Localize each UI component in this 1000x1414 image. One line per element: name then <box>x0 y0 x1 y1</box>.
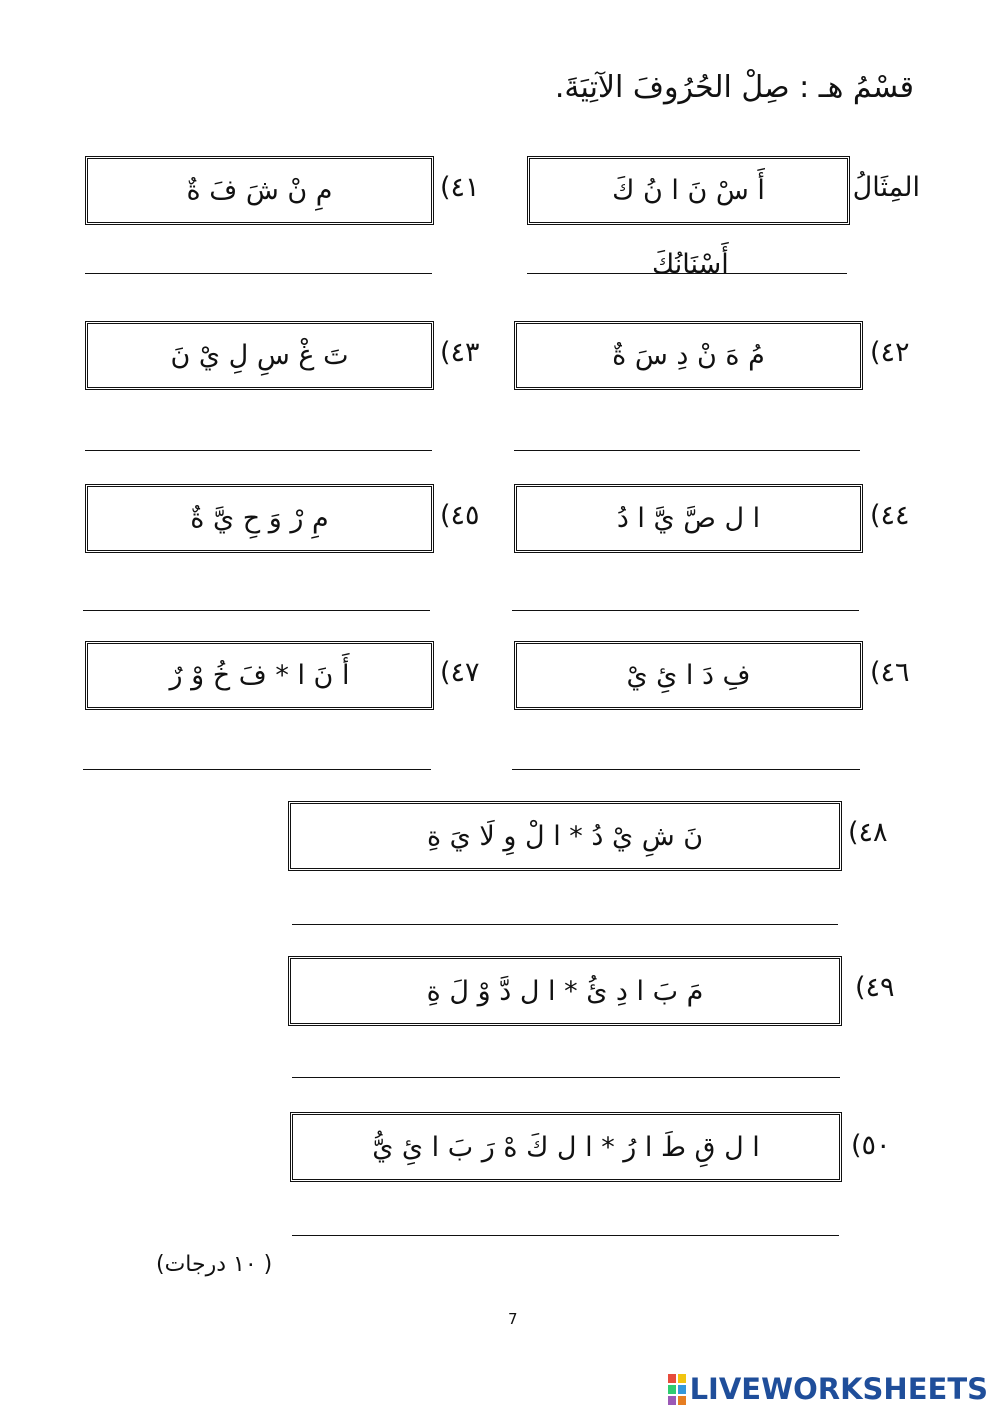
example-label: المِثَالُ <box>852 172 920 203</box>
letters-box-45: مِ رْ وَ حِ يَّ ةٌ <box>85 484 434 553</box>
answer-line-50[interactable] <box>292 1235 839 1236</box>
letters-box-47: أَ نَ ا * فَ خُ وْ رٌ <box>85 641 434 710</box>
item-number-46: ٤٦) <box>870 657 910 688</box>
item-number-50: ٥٠) <box>851 1130 891 1161</box>
answer-line-45[interactable] <box>83 610 430 611</box>
item-number-47: ٤٧) <box>440 657 480 688</box>
item-number-49: ٤٩) <box>855 972 895 1003</box>
item-number-48: ٤٨) <box>848 817 888 848</box>
item-number-43: ٤٣) <box>440 337 480 368</box>
example-answer: أَسْنَانُكَ <box>652 249 729 280</box>
item-number-41: ٤١) <box>440 172 480 203</box>
answer-line-46[interactable] <box>512 769 860 770</box>
item-number-42: ٤٢) <box>870 337 910 368</box>
letters-box-46: فِ دَ ا ئِ يْ <box>514 641 863 710</box>
letters-box-49: مَ بَ ا دِ ئُ * ا ل دَّ وْ لَ ةِ <box>288 956 842 1026</box>
logo-mark-icon <box>668 1374 686 1405</box>
section-heading: قسْمُ هـ : صِلْ الحُرُوفَ الآتِيَةَ. <box>554 70 914 105</box>
answer-line-49[interactable] <box>292 1077 840 1078</box>
grade-note: ( ١٠ درجات) <box>156 1252 273 1277</box>
letters-box-48: نَ شِ يْ دُ * ا لْ وِ لَا يَ ةِ <box>288 801 842 871</box>
example-answer-line <box>527 273 847 274</box>
example-letters-box: أَ سْ نَ ا نُ كَ <box>527 156 850 225</box>
answer-line-42[interactable] <box>514 450 860 451</box>
letters-box-41: مِ نْ شَ فَ ةٌ <box>85 156 434 225</box>
answer-line-41[interactable] <box>85 273 432 274</box>
answer-line-43[interactable] <box>85 450 432 451</box>
letters-box-44: ا ل صَّ يَّ ا دُ <box>514 484 863 553</box>
item-number-44: ٤٤) <box>870 500 910 531</box>
answer-line-47[interactable] <box>83 769 431 770</box>
letters-box-43: تَ غْ سِ لِ يْ نَ <box>85 321 434 390</box>
logo-text: LIVEWORKSHEETS <box>689 1372 988 1406</box>
answer-line-48[interactable] <box>292 924 838 925</box>
answer-line-44[interactable] <box>512 610 859 611</box>
liveworksheets-logo <box>668 1372 988 1406</box>
letters-box-50: ا ل قِ طَ ا رُ * ا ل كَ هْ رَ بَ ا ئِ يُّ <box>290 1112 842 1182</box>
letters-box-42: مُ هَ نْ دِ سَ ةٌ <box>514 321 863 390</box>
page-number: 7 <box>508 1310 518 1328</box>
item-number-45: ٤٥) <box>440 500 480 531</box>
